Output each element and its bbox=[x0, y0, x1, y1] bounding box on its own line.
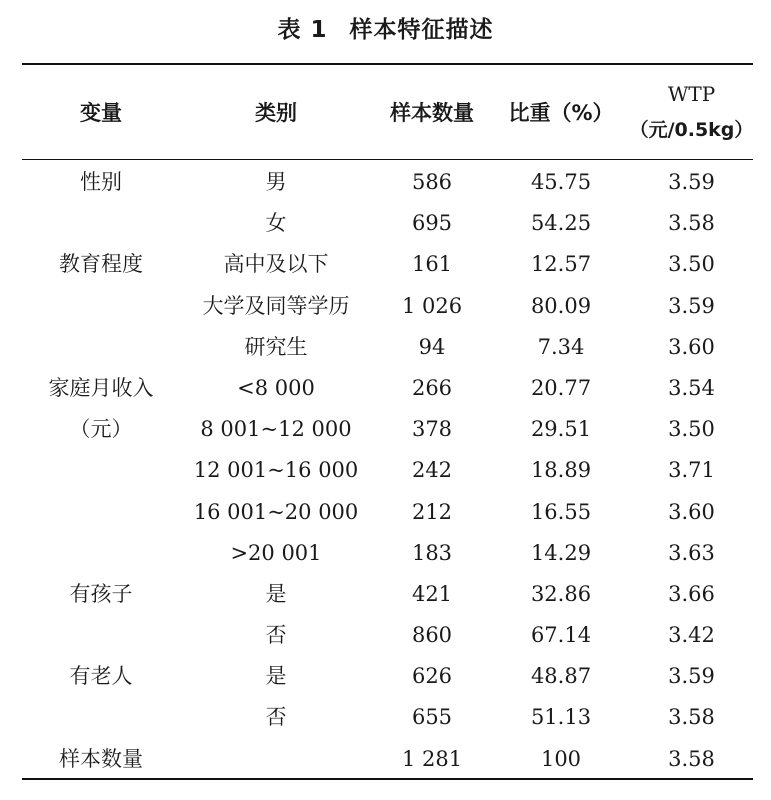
cell-wtp: 3.58 bbox=[668, 746, 715, 771]
cell-category: 大学及同等学历 bbox=[202, 293, 350, 318]
cell-wtp: 3.60 bbox=[668, 499, 715, 524]
cell-variable bbox=[22, 286, 180, 327]
cell-category: 男 bbox=[265, 170, 287, 194]
table-body bbox=[22, 162, 753, 780]
cell-category: 是 bbox=[265, 581, 287, 606]
table-row bbox=[22, 533, 753, 574]
cell-count: 1 281 bbox=[401, 746, 463, 771]
table-title: 样本特征描述 bbox=[349, 17, 494, 43]
cell-share: 32.86 bbox=[530, 581, 592, 606]
cell-category bbox=[180, 739, 372, 780]
cell-variable: 有老人 bbox=[69, 664, 133, 689]
cell-share: 16.55 bbox=[530, 499, 592, 524]
cell-category: 女 bbox=[265, 211, 287, 236]
table-row bbox=[22, 574, 753, 615]
table-row bbox=[22, 656, 753, 697]
cell-wtp: 3.59 bbox=[668, 664, 715, 689]
bottom-rule bbox=[22, 778, 753, 780]
cell-count: 695 bbox=[411, 211, 453, 236]
table-row bbox=[22, 368, 753, 409]
cell-count: 161 bbox=[411, 252, 453, 277]
cell-wtp: 3.42 bbox=[668, 623, 715, 648]
cell-share: 54.25 bbox=[530, 211, 592, 236]
cell-category: 8 001~12 000 bbox=[200, 417, 352, 442]
header-wtp bbox=[630, 66, 753, 158]
cell-wtp: 3.60 bbox=[668, 334, 715, 359]
header-share: 比重（%） bbox=[508, 101, 614, 125]
cell-category: 高中及以下 bbox=[223, 252, 329, 277]
cell-share: 12.57 bbox=[530, 252, 592, 277]
cell-count: 626 bbox=[411, 664, 453, 689]
table-number: 表 1 bbox=[277, 17, 328, 43]
cell-count: 266 bbox=[411, 375, 453, 400]
cell-variable bbox=[22, 533, 180, 574]
table-row bbox=[22, 697, 753, 738]
cell-wtp: 3.58 bbox=[668, 705, 715, 730]
table-row bbox=[22, 409, 753, 450]
table-row bbox=[22, 492, 753, 533]
cell-category: 12 001~16 000 bbox=[193, 458, 359, 483]
top-rule bbox=[22, 63, 753, 65]
cell-share: 51.13 bbox=[530, 705, 592, 730]
cell-variable bbox=[22, 615, 180, 656]
cell-share: 67.14 bbox=[530, 623, 592, 648]
table-header bbox=[22, 66, 753, 158]
cell-variable: 家庭月收入 bbox=[48, 375, 154, 400]
cell-share: 48.87 bbox=[530, 664, 592, 689]
cell-variable bbox=[22, 697, 180, 738]
cell-wtp: 3.50 bbox=[668, 417, 715, 442]
cell-share: 29.51 bbox=[530, 417, 592, 442]
cell-count: 378 bbox=[411, 417, 453, 442]
header-count: 样本数量 bbox=[390, 101, 474, 125]
cell-count: 421 bbox=[411, 581, 453, 606]
header-variable: 变量 bbox=[80, 101, 122, 125]
table-row bbox=[22, 615, 753, 656]
cell-share: 7.34 bbox=[537, 334, 585, 359]
cell-wtp: 3.66 bbox=[668, 581, 715, 606]
cell-category: <8 000 bbox=[237, 375, 315, 400]
cell-share: 45.75 bbox=[530, 170, 592, 194]
cell-category: 否 bbox=[265, 705, 287, 730]
cell-wtp: 3.59 bbox=[668, 170, 715, 194]
cell-share: 14.29 bbox=[530, 540, 592, 565]
cell-count: 1 026 bbox=[401, 293, 463, 318]
cell-wtp: 3.59 bbox=[668, 293, 715, 318]
header-category: 类别 bbox=[255, 101, 297, 125]
cell-variable: （元） bbox=[69, 417, 133, 442]
cell-count: 586 bbox=[411, 170, 453, 194]
cell-variable: 有孩子 bbox=[69, 581, 133, 606]
table-row bbox=[22, 739, 753, 780]
table-row bbox=[22, 162, 753, 203]
table-caption bbox=[0, 14, 771, 46]
header-rule bbox=[22, 159, 753, 160]
cell-variable: 性别 bbox=[80, 170, 122, 194]
header-wtp-unit: （元/0.5kg） bbox=[629, 119, 754, 141]
cell-count: 94 bbox=[418, 334, 446, 359]
cell-variable bbox=[22, 327, 180, 368]
cell-count: 860 bbox=[411, 623, 453, 648]
cell-count: 212 bbox=[411, 499, 453, 524]
cell-share: 80.09 bbox=[530, 293, 592, 318]
cell-variable bbox=[22, 203, 180, 244]
cell-count: 183 bbox=[411, 540, 453, 565]
cell-category: 是 bbox=[265, 664, 287, 689]
cell-count: 655 bbox=[411, 705, 453, 730]
cell-variable bbox=[22, 492, 180, 533]
cell-share: 100 bbox=[540, 746, 582, 771]
cell-wtp: 3.50 bbox=[668, 252, 715, 277]
cell-wtp: 3.54 bbox=[668, 375, 715, 400]
cell-variable: 教育程度 bbox=[59, 252, 143, 277]
cell-category: 16 001~20 000 bbox=[193, 499, 359, 524]
cell-share: 18.89 bbox=[530, 458, 592, 483]
table-row bbox=[22, 450, 753, 491]
cell-wtp: 3.71 bbox=[668, 458, 715, 483]
table-row bbox=[22, 203, 753, 244]
table-row bbox=[22, 327, 753, 368]
cell-wtp: 3.63 bbox=[668, 540, 715, 565]
cell-variable: 样本数量 bbox=[59, 746, 143, 771]
cell-category: 否 bbox=[265, 623, 287, 648]
cell-wtp: 3.58 bbox=[668, 211, 715, 236]
header-wtp-label: WTP bbox=[667, 82, 716, 106]
cell-category: 研究生 bbox=[244, 334, 308, 359]
cell-variable bbox=[22, 450, 180, 491]
cell-count: 242 bbox=[411, 458, 453, 483]
table-row bbox=[22, 244, 753, 285]
cell-share: 20.77 bbox=[530, 375, 592, 400]
cell-category: >20 001 bbox=[230, 540, 322, 565]
table-row bbox=[22, 286, 753, 327]
